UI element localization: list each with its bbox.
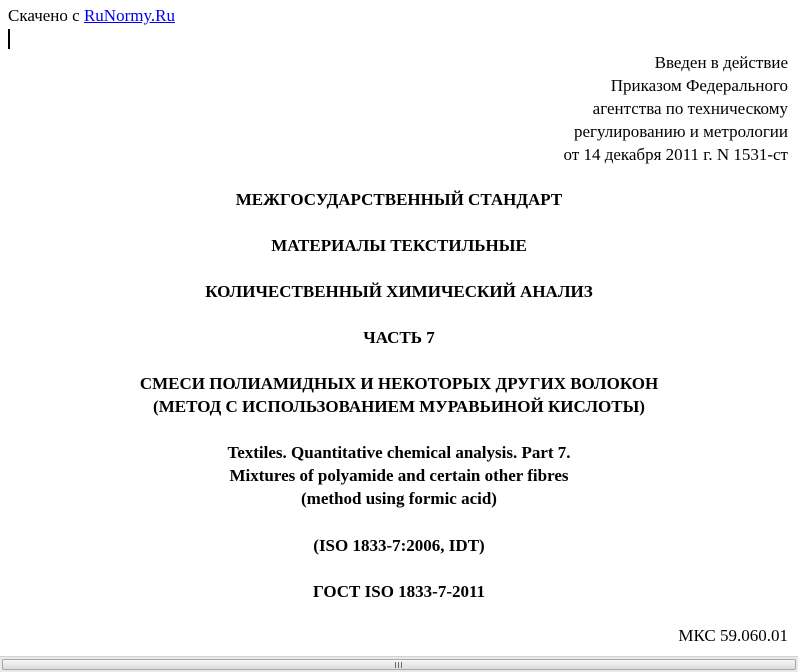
gost-designation — [0, 580, 798, 603]
gost-number: ГОСТ ISO 1833-7-2011 — [312, 582, 486, 601]
source-line — [8, 6, 175, 26]
source-link[interactable]: RuNormy.Ru — [83, 6, 175, 25]
standard-type-heading — [0, 188, 798, 211]
horizontal-scrollbar[interactable] — [0, 656, 798, 672]
scrollbar-thumb[interactable] — [2, 659, 796, 670]
downloaded-prefix: Скачено с — [8, 6, 80, 25]
grip-icon — [394, 662, 404, 668]
part-heading — [0, 326, 798, 349]
text-cursor — [8, 29, 10, 49]
materials-title: МАТЕРИАЛЫ ТЕКСТИЛЬНЫЕ — [271, 236, 527, 255]
subject-line-2: (МЕТОД С ИСПОЛЬЗОВАНИЕМ МУРАВЬИНОЙ КИСЛОТЫ) — [153, 397, 645, 416]
enacted-line: Введен в действие — [654, 53, 788, 72]
analysis-title: КОЛИЧЕСТВЕННЫЙ ХИМИЧЕСКИЙ АНАЛИЗ — [205, 282, 593, 301]
enacted-block — [563, 51, 788, 166]
enacted-line: от 14 декабря 2011 г. N 1531-ст — [563, 145, 788, 164]
enacted-line: Приказом Федерального — [610, 76, 788, 95]
english-line-1: Textiles. Quantitative chemical analysis. Part 7. — [227, 443, 571, 462]
english-title — [0, 441, 798, 510]
subject-heading — [0, 372, 798, 418]
mks-code: МКС 59.060.01 — [678, 626, 788, 645]
standard-type: МЕЖГОСУДАРСТВЕННЫЙ СТАНДАРТ — [235, 190, 563, 209]
iso-reference — [0, 534, 798, 557]
subject-line-1: СМЕСИ ПОЛИАМИДНЫХ И НЕКОТОРЫХ ДРУГИХ ВОЛОКОН — [139, 374, 659, 393]
part-title: ЧАСТЬ 7 — [363, 328, 435, 347]
analysis-heading — [0, 280, 798, 303]
english-line-2: Mixtures of polyamide and certain other fibres — [229, 466, 569, 485]
enacted-line: регулированию и метрологии — [573, 122, 788, 141]
enacted-line: агентства по техническому — [592, 99, 788, 118]
english-line-3: (method using formic acid) — [301, 489, 497, 508]
iso-ref: (ISO 1833-7:2006, IDT) — [313, 536, 485, 555]
materials-heading — [0, 234, 798, 257]
